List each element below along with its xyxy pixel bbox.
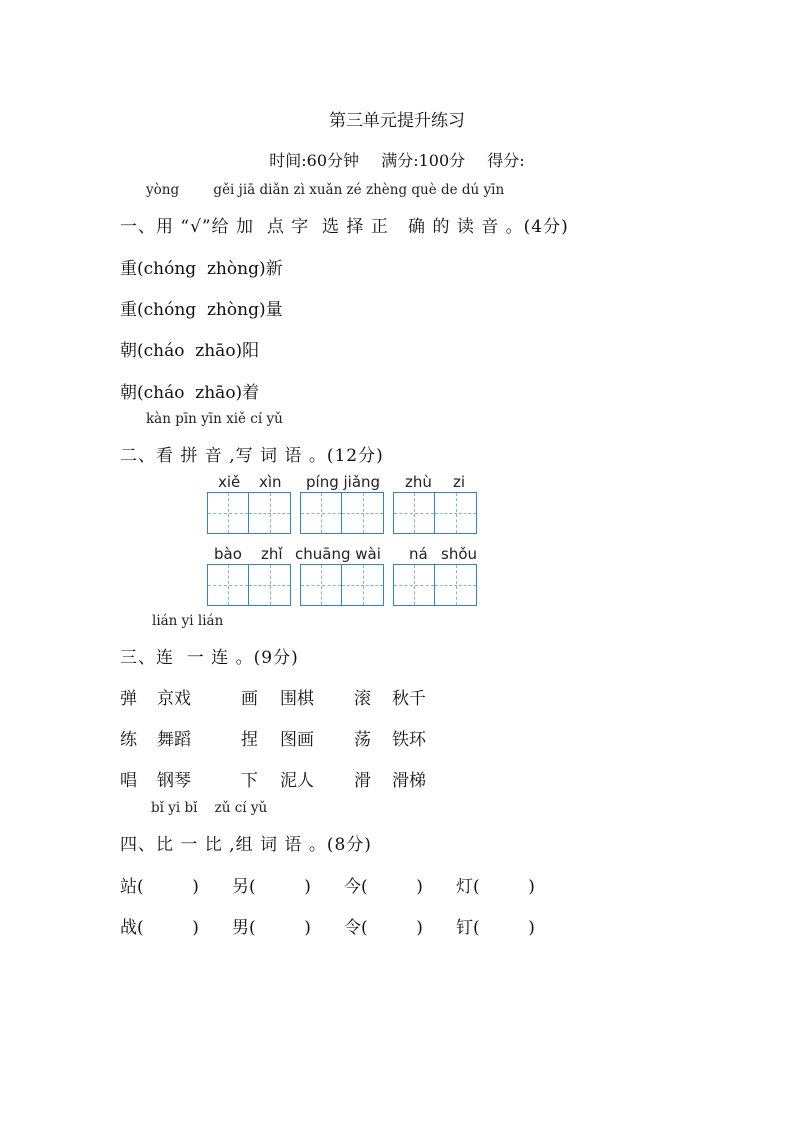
writing-cell[interactable] [342, 492, 384, 534]
q3-pinyin: lián yi lián [152, 613, 224, 629]
pinyin-label: bào [214, 545, 242, 563]
match-noun: 舞蹈 [157, 730, 191, 750]
pinyin-label: píng jiǎng [306, 473, 381, 491]
match-verb: 下 [241, 771, 258, 791]
writing-cell[interactable] [249, 492, 291, 534]
match-noun: 钢琴 [157, 771, 191, 791]
compare-item[interactable]: 男( ) [232, 918, 311, 938]
match-verb: 荡 [354, 730, 371, 750]
match-noun: 滑梯 [392, 771, 426, 791]
pinyin-label: zi [453, 473, 466, 491]
q1-item-2: 重(chóng zhòng)量 [120, 300, 283, 320]
writing-cell[interactable] [393, 492, 435, 534]
q4-pinyin: bǐ yi bǐ zǔ cí yǔ [151, 800, 268, 816]
pinyin-label: ná [409, 545, 428, 563]
q1-heading: 一、用 “√”给 加 点 字 选 择 正 确 的 读 音 。(4分) [120, 217, 569, 237]
exam-meta: 时间:60分钟 满分:100分 得分: [269, 151, 525, 170]
match-verb: 唱 [120, 771, 137, 791]
writing-grid-row-1 [207, 492, 486, 534]
match-verb: 画 [241, 689, 258, 709]
match-verb: 练 [120, 730, 137, 750]
q1-item-4: 朝(cháo zhāo)着 [120, 383, 260, 403]
match-verb: 捏 [241, 730, 258, 750]
q1-pinyin: yòng gěi jiā diǎn zì xuǎn zé zhèng què de dú yīn [146, 182, 505, 198]
page-title: 第三单元提升练习 [329, 111, 465, 131]
writing-grid-row-2 [207, 564, 486, 606]
q1-item-3: 朝(cháo zhāo)阳 [120, 341, 260, 361]
writing-cell[interactable] [435, 564, 477, 606]
match-noun: 铁环 [392, 730, 426, 750]
pinyin-label: zhù [405, 473, 432, 491]
match-verb: 弹 [120, 689, 137, 709]
writing-cell[interactable] [300, 564, 342, 606]
pinyin-label: xiě [218, 473, 241, 491]
match-noun: 围棋 [280, 689, 314, 709]
match-noun: 京戏 [157, 689, 191, 709]
match-verb: 滚 [354, 689, 371, 709]
compare-item[interactable]: 战( ) [120, 918, 199, 938]
writing-cell[interactable] [249, 564, 291, 606]
q4-heading: 四、比 一 比 ,组 词 语 。(8分) [120, 835, 372, 855]
compare-item[interactable]: 站( ) [120, 877, 199, 897]
writing-cell[interactable] [300, 492, 342, 534]
writing-cell[interactable] [435, 492, 477, 534]
q3-heading: 三、连 一 连 。(9分) [120, 648, 299, 668]
compare-item[interactable]: 令( ) [344, 918, 423, 938]
q1-item-1: 重(chóng zhòng)新 [120, 259, 283, 279]
q2-pinyin: kàn pīn yīn xiě cí yǔ [146, 411, 283, 427]
compare-item[interactable]: 钉( ) [456, 918, 535, 938]
pinyin-label: chuāng wài [295, 545, 381, 563]
match-noun: 泥人 [280, 771, 314, 791]
pinyin-label: shǒu [441, 545, 478, 563]
q2-heading: 二、看 拼 音 ,写 词 语 。(12分) [120, 446, 384, 466]
compare-item[interactable]: 今( ) [344, 877, 423, 897]
writing-cell[interactable] [207, 492, 249, 534]
compare-item[interactable]: 另( ) [232, 877, 311, 897]
writing-cell[interactable] [207, 564, 249, 606]
match-verb: 滑 [354, 771, 371, 791]
compare-item[interactable]: 灯( ) [456, 877, 535, 897]
pinyin-label: xìn [259, 473, 282, 491]
writing-cell[interactable] [393, 564, 435, 606]
writing-cell[interactable] [342, 564, 384, 606]
match-noun: 秋千 [392, 689, 426, 709]
pinyin-label: zhǐ [261, 545, 283, 563]
match-noun: 图画 [280, 730, 314, 750]
